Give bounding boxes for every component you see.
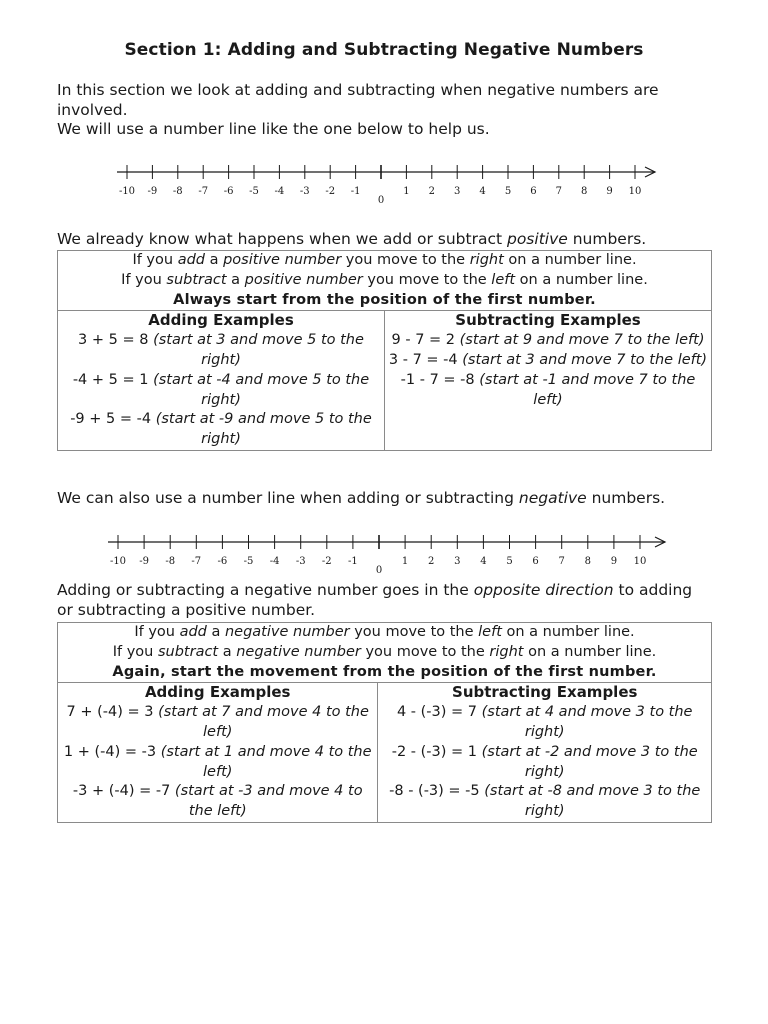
positive-rule-subtract: If you subtract a positive number you move to the left on a number line.: [121, 271, 648, 288]
tick-label: -5: [249, 186, 259, 197]
tick-label: -2: [321, 556, 332, 567]
negative-subtracting-example-3: -8 - (-3) = -5 (start at -8 and move 3 to the right): [389, 783, 701, 820]
tick-label: 5: [504, 186, 512, 197]
negative-adding-example-2: 1 + (-4) = -3 (start at 1 and move 4 to the left): [63, 743, 372, 780]
positive-subtracting-example-2: 3 - 7 = -4 (start at 3 and move 7 to the left): [388, 351, 708, 368]
tick-label: 9: [606, 186, 613, 197]
subtracting-examples-heading: Subtracting Examples: [455, 311, 641, 330]
tick-label: -9: [139, 556, 149, 567]
negative-intro-emphasis: negative: [518, 489, 587, 507]
tick-label: 6: [532, 556, 539, 567]
adding-examples-heading: Adding Examples: [148, 311, 294, 330]
number-line-1: [112, 158, 672, 208]
positive-adding-examples: [58, 311, 385, 451]
tick-label: 10: [633, 556, 647, 567]
intro-line-1: In this section we look at adding and subtracting when negative numbers are involved.: [57, 81, 659, 119]
intro-paragraph: [57, 81, 717, 140]
tick-label: 9: [610, 556, 618, 567]
positive-rules-table: [57, 250, 712, 451]
tick-label: 2: [428, 556, 435, 567]
tick-label: 10: [628, 186, 642, 197]
negative-rule-add: If you add a negative number you move to the left on a number line.: [134, 624, 635, 640]
tick-label: -7: [198, 186, 209, 197]
tick-label: -4: [269, 556, 280, 567]
tick-label: 4: [480, 556, 487, 567]
page-title: Section 1: Adding and Subtracting Negative Numbers: [124, 40, 644, 60]
tick-label: 0: [377, 195, 385, 206]
negative-subtracting-example-2: -2 - (-3) = 1 (start at -2 and move 3 to the right): [391, 743, 698, 780]
tick-label: 4: [479, 186, 486, 197]
tick-label: 8: [584, 556, 591, 567]
positive-adding-example-3: -9 + 5 = -4 (start at -9 and move 5 to the right): [70, 411, 372, 448]
tick-label: 7: [558, 556, 565, 567]
tick-label: -5: [243, 556, 254, 567]
negative-rule-subtract: If you subtract a negative number you move to the right on a number line.: [112, 643, 657, 660]
negative-adding-examples: [58, 683, 378, 823]
negative-intro: [57, 489, 717, 509]
positive-intro-text: We already know what happens when we add or subtract: [57, 230, 507, 248]
tick-label: -7: [191, 556, 202, 567]
tick-label: -1: [350, 186, 361, 197]
number-line-2: [104, 528, 684, 578]
tick-label: 8: [581, 186, 588, 197]
tick-label: 3: [454, 186, 461, 197]
negative-adding-example-1: 7 + (-4) = 3 (start at 7 and move 4 to the left): [66, 704, 369, 740]
tick-label: -3: [295, 556, 306, 567]
tick-label: 1: [401, 556, 409, 567]
adding-examples-heading: Adding Examples: [144, 683, 291, 702]
tick-label: -10: [109, 556, 127, 567]
positive-subtracting-example-1: 9 - 7 = 2 (start at 9 and move 7 to the left): [391, 332, 705, 349]
positive-subtracting-examples: [385, 311, 712, 451]
negative-rule-start: Again, start the movement from the position of the first number.: [112, 663, 657, 680]
tick-label: 1: [403, 186, 410, 197]
negative-rules-cell: [58, 623, 712, 683]
positive-rule-add: If you add a positive number you move to the right on a number line.: [132, 252, 637, 268]
tick-label: -8: [165, 556, 176, 567]
tick-label: -2: [325, 186, 336, 197]
negative-subtracting-example-1: 4 - (-3) = 7 (start at 4 and move 3 to the right): [396, 704, 693, 740]
tick-label: 3: [454, 556, 461, 567]
tick-label: -1: [348, 556, 358, 567]
negative-intro-end: numbers.: [586, 489, 666, 507]
positive-rules-cell: [58, 251, 712, 311]
negative-intro-text: We can also use a number line when adding or subtracting: [57, 489, 519, 507]
tick-label: -6: [223, 186, 234, 197]
tick-label: 5: [506, 556, 513, 567]
intro-line-2: We will use a number line like the one below to help us.: [57, 120, 490, 138]
tick-label: 0: [375, 565, 383, 576]
tick-label: -3: [299, 186, 310, 197]
positive-intro: [57, 230, 717, 250]
tick-label: 7: [555, 186, 562, 197]
subtracting-examples-heading: Subtracting Examples: [452, 683, 638, 702]
tick-label: -4: [274, 186, 285, 197]
positive-intro-end: numbers.: [567, 230, 647, 248]
tick-label: -9: [147, 186, 158, 197]
positive-adding-example-2: -4 + 5 = 1 (start at -4 and move 5 to the right): [72, 371, 370, 408]
negative-rules-table: [57, 622, 712, 823]
tick-label: -10: [118, 186, 136, 197]
positive-intro-emphasis: positive: [506, 230, 568, 248]
tick-label: -6: [217, 556, 228, 567]
tick-label: -8: [172, 186, 183, 197]
positive-subtracting-example-3: -1 - 7 = -8 (start at -1 and move 7 to the left): [400, 371, 696, 408]
negative-adding-example-3: -3 + (-4) = -7 (start at -3 and move 4 to the left): [72, 783, 363, 820]
negative-subtracting-examples: [378, 683, 712, 823]
opposite-direction-emphasis: opposite direction: [473, 581, 614, 599]
positive-adding-example-1: 3 + 5 = 8 (start at 3 and move 5 to the right): [78, 332, 364, 368]
positive-rule-start: Always start from the position of the first number.: [173, 291, 596, 308]
tick-label: 2: [428, 186, 435, 197]
opposite-direction-paragraph: Adding or subtracting a negative number goes in the opposite direction to adding or subtracting a positive number.: [57, 581, 693, 619]
tick-label: 6: [530, 186, 537, 197]
